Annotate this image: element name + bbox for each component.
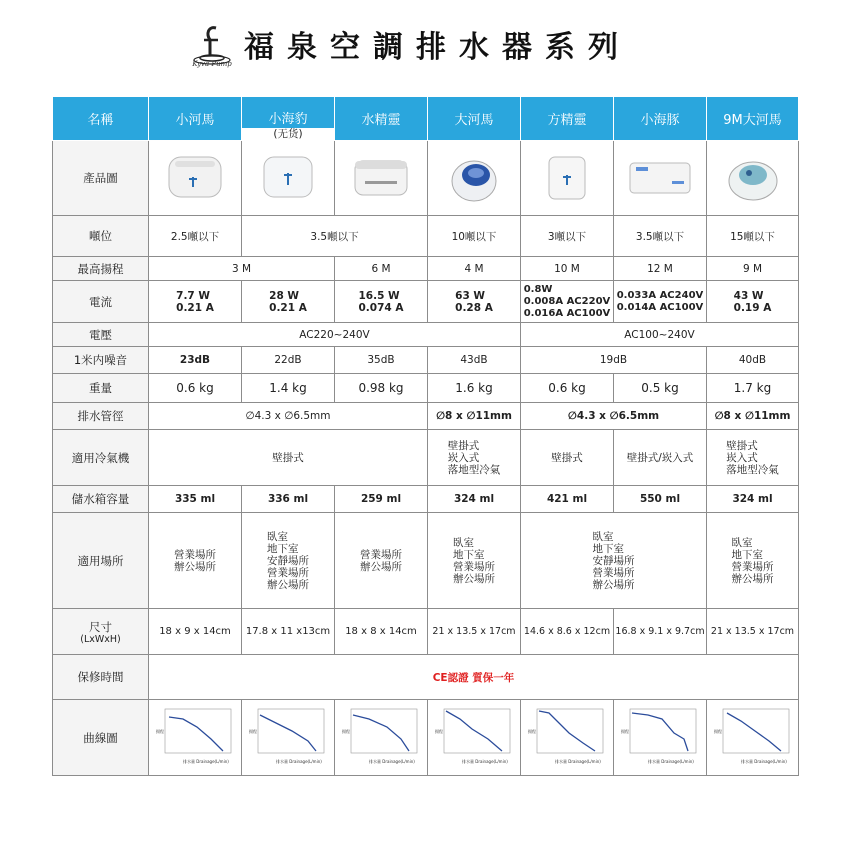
tank-value: 259 ml xyxy=(335,486,428,513)
place-value xyxy=(335,513,428,609)
header-product: 方精靈 xyxy=(521,97,614,141)
curve-cell xyxy=(242,700,335,776)
lift-value: 12 M xyxy=(614,257,707,281)
place-line: 臥室 xyxy=(592,530,614,543)
performance-curve-chart xyxy=(432,705,516,767)
place-line: 辦公場所 xyxy=(360,560,402,573)
tonnage-value: 15噸以下 xyxy=(707,216,799,257)
pump-white-image xyxy=(347,151,415,203)
size-value: 21 x 13.5 x 17cm xyxy=(707,609,799,655)
current-line: 0.19 A xyxy=(733,301,772,314)
row-label: 電流 xyxy=(53,281,149,323)
header-product: 水精靈 xyxy=(335,97,428,141)
header-product xyxy=(242,97,335,141)
current-line: 0.21 A xyxy=(269,301,307,314)
lift-value: 6 M xyxy=(335,257,428,281)
header-label: 名稱 xyxy=(53,97,149,141)
ac-type-line: 壁掛式 xyxy=(447,439,480,452)
ac-type-value: 壁掛式 xyxy=(149,430,428,486)
row-label: 儲水箱容量 xyxy=(53,486,149,513)
place-value xyxy=(428,513,521,609)
current-line: 28 W xyxy=(269,289,299,302)
svg-text:揚程: 揚程 xyxy=(435,729,443,734)
current-line: 0.008A AC220V xyxy=(523,295,611,307)
size-label: 尺寸 xyxy=(89,619,112,634)
weight-value: 1.6 kg xyxy=(428,374,521,403)
pump-white-image xyxy=(161,151,229,203)
size-value: 16.8 x 9.1 x 9.7cm xyxy=(614,609,707,655)
product-image xyxy=(335,141,428,216)
svg-text:揚程: 揚程 xyxy=(156,729,164,734)
svg-text:排水量 Drainage(L/min): 排水量 Drainage(L/min) xyxy=(555,759,601,764)
tonnage-value: 10噸以下 xyxy=(428,216,521,257)
curve-cell xyxy=(149,700,242,776)
noise-value: 22dB xyxy=(242,347,335,374)
current-line: 0.033A AC240V xyxy=(616,289,704,301)
current-line: 0.074 A xyxy=(358,301,404,314)
size-value: 17.8 x 11 x13cm xyxy=(242,609,335,655)
page-title: 福泉空調排水器系列 xyxy=(244,30,631,65)
row-label: 重量 xyxy=(53,374,149,403)
place-row xyxy=(53,513,799,609)
tonnage-value: 2.5噸以下 xyxy=(149,216,242,257)
current-value xyxy=(149,281,242,323)
product-image xyxy=(428,141,521,216)
place-value xyxy=(242,513,335,609)
noise-value: 40dB xyxy=(707,347,799,374)
current-line: 7.7 W xyxy=(176,289,210,302)
tonnage-value: 3.5噸以下 xyxy=(242,216,428,257)
header-product-name: 小海豹 xyxy=(268,111,308,127)
svg-text:排水量 Drainage(L/min): 排水量 Drainage(L/min) xyxy=(369,759,415,764)
current-line: 0.014A AC100V xyxy=(616,301,704,313)
warranty-value: CE認證 質保一年 xyxy=(149,655,799,700)
current-line: 0.016A AC100V xyxy=(523,307,611,319)
place-line: 地下室 xyxy=(731,548,763,561)
row-label: 排水管徑 xyxy=(53,403,149,430)
place-line: 安靜場所 xyxy=(592,554,635,567)
voltage-row xyxy=(53,323,799,347)
weight-value: 0.6 kg xyxy=(521,374,614,403)
tank-value: 421 ml xyxy=(521,486,614,513)
place-line: 臥室 xyxy=(267,530,288,543)
tank-value: 550 ml xyxy=(614,486,707,513)
weight-value: 0.98 kg xyxy=(335,374,428,403)
tonnage-row xyxy=(53,216,799,257)
noise-value: 23dB xyxy=(149,347,242,374)
svg-text:揚程: 揚程 xyxy=(342,729,350,734)
place-line: 營業場所 xyxy=(174,548,216,561)
pump-dome-image xyxy=(440,151,508,203)
tank-row xyxy=(53,486,799,513)
current-value xyxy=(335,281,428,323)
place-line: 營業場所 xyxy=(267,566,309,579)
pipe-value: ∅4.3 x ∅6.5mm xyxy=(521,403,707,430)
current-value xyxy=(242,281,335,323)
pump-box-image xyxy=(533,151,601,203)
place-line: 辦公場所 xyxy=(592,578,635,591)
header-product: 9M大河馬 xyxy=(707,97,799,141)
current-line: 43 W xyxy=(733,289,764,302)
brand-logo-text: Kyva Pump xyxy=(192,60,232,68)
place-line: 辦公場所 xyxy=(267,578,309,591)
pump-dome-image xyxy=(719,151,787,203)
current-value xyxy=(521,281,614,323)
size-sublabel: (LxWxH) xyxy=(80,633,121,645)
curve-cell xyxy=(335,700,428,776)
size-value: 21 x 13.5 x 17cm xyxy=(428,609,521,655)
ac-type-line: 崁入式 xyxy=(447,451,480,464)
row-label xyxy=(53,609,149,655)
current-value xyxy=(614,281,707,323)
ac-type-line: 落地型冷氣 xyxy=(447,463,501,476)
row-label: 1米内噪音 xyxy=(53,347,149,374)
row-label: 保修時間 xyxy=(53,655,149,700)
noise-value: 19dB xyxy=(521,347,707,374)
place-line: 營業場所 xyxy=(731,560,774,573)
pipe-value: ∅8 x ∅11mm xyxy=(707,403,799,430)
ac-type-value: 壁掛式 xyxy=(521,430,614,486)
product-image xyxy=(707,141,799,216)
header-product: 大河馬 xyxy=(428,97,521,141)
image-row xyxy=(53,141,799,216)
current-line: 63 W xyxy=(455,289,485,302)
weight-value: 0.6 kg xyxy=(149,374,242,403)
ac-type-line: 崁入式 xyxy=(726,451,758,464)
ac-type-line: 落地型冷氣 xyxy=(726,463,779,476)
pipe-value: ∅8 x ∅11mm xyxy=(428,403,521,430)
svg-text:揚程: 揚程 xyxy=(713,729,722,734)
voltage-value: AC100~240V xyxy=(521,323,799,347)
tonnage-value: 3噸以下 xyxy=(521,216,614,257)
performance-curve-chart xyxy=(525,705,609,767)
svg-text:排水量 Drainage(L/min): 排水量 Drainage(L/min) xyxy=(462,759,508,764)
current-line: 0.28 A xyxy=(455,301,493,314)
svg-text:排水量 Drainage(L/min): 排水量 Drainage(L/min) xyxy=(276,759,322,764)
product-image xyxy=(521,141,614,216)
performance-curve-chart xyxy=(153,705,237,767)
current-value xyxy=(707,281,799,323)
size-value: 18 x 8 x 14cm xyxy=(335,609,428,655)
lift-value: 9 M xyxy=(707,257,799,281)
header-product-note: (无货) xyxy=(242,128,334,140)
svg-text:排水量 Drainage(L/min): 排水量 Drainage(L/min) xyxy=(183,759,229,764)
current-value xyxy=(428,281,521,323)
performance-curve-chart xyxy=(711,705,795,767)
noise-row xyxy=(53,347,799,374)
product-image xyxy=(242,141,335,216)
place-line: 臥室 xyxy=(731,536,753,549)
current-line: 0.8W xyxy=(523,283,553,295)
tank-value: 335 ml xyxy=(149,486,242,513)
row-label: 電壓 xyxy=(53,323,149,347)
place-line: 營業場所 xyxy=(592,566,635,579)
row-label: 噸位 xyxy=(53,216,149,257)
place-line: 營業場所 xyxy=(360,548,402,561)
current-line: 16.5 W xyxy=(358,289,400,302)
performance-curve-chart xyxy=(618,705,702,767)
svg-text:揚程: 揚程 xyxy=(249,729,257,734)
current-row xyxy=(53,281,799,323)
tank-value: 324 ml xyxy=(707,486,799,513)
svg-text:揚程: 揚程 xyxy=(621,729,629,734)
row-label: 適用冷氣機 xyxy=(53,430,149,486)
weight-value: 0.5 kg xyxy=(614,374,707,403)
ac-type-row xyxy=(53,430,799,486)
curve-cell xyxy=(521,700,614,776)
place-value xyxy=(521,513,707,609)
noise-value: 43dB xyxy=(428,347,521,374)
lift-row xyxy=(53,257,799,281)
place-line: 地下室 xyxy=(453,548,485,561)
pump-slim-image xyxy=(626,151,694,203)
weight-row xyxy=(53,374,799,403)
place-line: 辦公場所 xyxy=(174,560,216,573)
place-value xyxy=(707,513,799,609)
lift-value: 10 M xyxy=(521,257,614,281)
tank-value: 324 ml xyxy=(428,486,521,513)
row-label: 產品圖 xyxy=(53,141,149,216)
lift-value: 3 M xyxy=(149,257,335,281)
svg-text:揚程: 揚程 xyxy=(528,729,536,734)
place-line: 辦公場所 xyxy=(731,572,774,585)
svg-text:排水量 Drainage(L/min): 排水量 Drainage(L/min) xyxy=(740,759,787,764)
performance-curve-chart xyxy=(246,705,330,767)
ac-type-value: 壁掛式/崁入式 xyxy=(614,430,707,486)
curve-cell xyxy=(428,700,521,776)
ac-type-line: 壁掛式 xyxy=(726,439,758,452)
place-value xyxy=(149,513,242,609)
ac-type-value xyxy=(428,430,521,486)
pipe-value: ∅4.3 x ∅6.5mm xyxy=(149,403,428,430)
header-product: 小河馬 xyxy=(149,97,242,141)
curve-cell xyxy=(707,700,799,776)
size-value: 18 x 9 x 14cm xyxy=(149,609,242,655)
pipe-row xyxy=(53,403,799,430)
ac-type-value xyxy=(707,430,799,486)
performance-curve-chart xyxy=(339,705,423,767)
place-line: 地下室 xyxy=(592,542,624,555)
header-product: 小海豚 xyxy=(614,97,707,141)
warranty-row xyxy=(53,655,799,700)
svg-text:排水量 Drainage(L/min): 排水量 Drainage(L/min) xyxy=(648,759,694,764)
voltage-value: AC220~240V xyxy=(149,323,521,347)
place-line: 地下室 xyxy=(267,542,299,555)
header-row xyxy=(53,97,799,141)
spec-table xyxy=(52,96,799,776)
size-value: 14.6 x 8.6 x 12cm xyxy=(521,609,614,655)
row-label: 曲線圖 xyxy=(53,700,149,776)
place-line: 辦公場所 xyxy=(453,572,495,585)
curve-cell xyxy=(614,700,707,776)
row-label: 適用場所 xyxy=(53,513,149,609)
lift-value: 4 M xyxy=(428,257,521,281)
current-line: 0.21 A xyxy=(176,301,214,314)
row-label: 最高揚程 xyxy=(53,257,149,281)
product-image xyxy=(149,141,242,216)
weight-value: 1.4 kg xyxy=(242,374,335,403)
pump-white-image xyxy=(254,151,322,203)
weight-value: 1.7 kg xyxy=(707,374,799,403)
product-image xyxy=(614,141,707,216)
place-line: 安靜場所 xyxy=(267,554,309,567)
tank-value: 336 ml xyxy=(242,486,335,513)
tonnage-value: 3.5噸以下 xyxy=(614,216,707,257)
noise-value: 35dB xyxy=(335,347,428,374)
curve-row xyxy=(53,700,799,776)
place-line: 臥室 xyxy=(453,536,474,549)
place-line: 營業場所 xyxy=(453,560,495,573)
size-row xyxy=(53,609,799,655)
